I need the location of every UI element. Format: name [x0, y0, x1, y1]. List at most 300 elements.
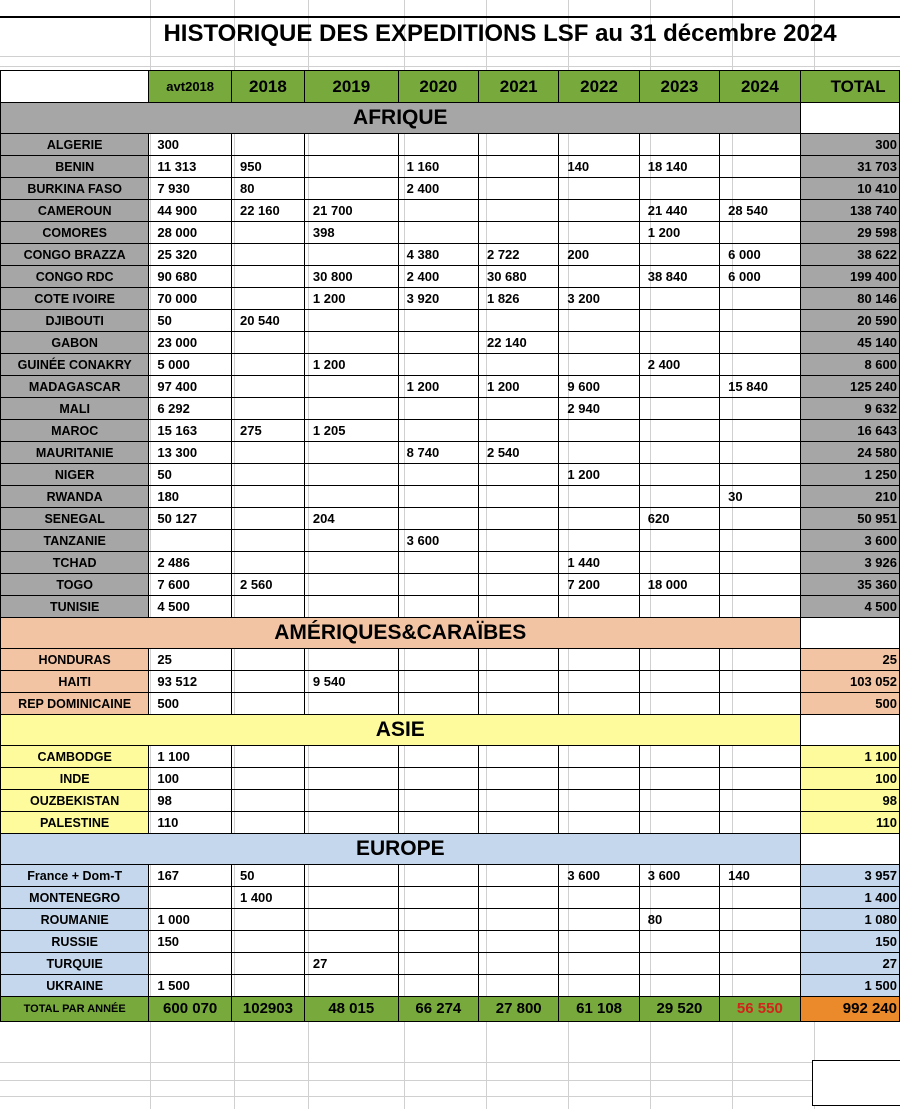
- value-cell: [478, 931, 558, 953]
- table-row: [1, 288, 900, 310]
- value-cell: [478, 596, 558, 618]
- value-cell: 2 486: [149, 552, 232, 574]
- country-cell: MAURITANIE: [1, 442, 149, 464]
- row-total-cell: 24 580: [800, 442, 899, 464]
- value-cell: [559, 596, 639, 618]
- value-cell: 7 600: [149, 574, 232, 596]
- value-cell: 50: [149, 464, 232, 486]
- value-cell: 50 127: [149, 508, 232, 530]
- value-cell: 3 600: [639, 865, 719, 887]
- value-cell: [720, 931, 800, 953]
- value-cell: [398, 332, 478, 354]
- country-cell: ROUMANIE: [1, 909, 149, 931]
- table-row: [1, 332, 900, 354]
- value-cell: [231, 266, 304, 288]
- value-cell: [231, 244, 304, 266]
- value-cell: [231, 464, 304, 486]
- value-cell: 28 000: [149, 222, 232, 244]
- row-total-cell: 25: [800, 649, 899, 671]
- value-cell: 8 740: [398, 442, 478, 464]
- value-cell: [398, 200, 478, 222]
- country-cell: CONGO BRAZZA: [1, 244, 149, 266]
- table-row: [1, 222, 900, 244]
- row-total-cell: 150: [800, 931, 899, 953]
- total-cell: 48 015: [304, 997, 398, 1022]
- value-cell: [478, 134, 558, 156]
- value-cell: [231, 332, 304, 354]
- value-cell: 28 540: [720, 200, 800, 222]
- value-cell: [720, 552, 800, 574]
- value-cell: 15 840: [720, 376, 800, 398]
- row-total-cell: 125 240: [800, 376, 899, 398]
- value-cell: [231, 975, 304, 997]
- value-cell: [639, 376, 719, 398]
- country-cell: RUSSIE: [1, 931, 149, 953]
- row-total-cell: 45 140: [800, 332, 899, 354]
- table-row: [1, 376, 900, 398]
- value-cell: [231, 508, 304, 530]
- value-cell: [478, 909, 558, 931]
- country-cell: BURKINA FASO: [1, 178, 149, 200]
- value-cell: 25 320: [149, 244, 232, 266]
- value-cell: [304, 376, 398, 398]
- country-cell: PALESTINE: [1, 812, 149, 834]
- value-cell: 1 100: [149, 746, 232, 768]
- value-cell: [559, 768, 639, 790]
- country-cell: HONDURAS: [1, 649, 149, 671]
- table-row: [1, 134, 900, 156]
- country-cell: TANZANIE: [1, 530, 149, 552]
- value-cell: [478, 200, 558, 222]
- value-cell: [398, 865, 478, 887]
- value-cell: 1 205: [304, 420, 398, 442]
- table-row: [1, 530, 900, 552]
- value-cell: [398, 354, 478, 376]
- row-total-cell: 1 080: [800, 909, 899, 931]
- value-cell: [639, 931, 719, 953]
- table-row: [1, 574, 900, 596]
- country-cell: TCHAD: [1, 552, 149, 574]
- value-cell: 27: [304, 953, 398, 975]
- value-cell: 1 826: [478, 288, 558, 310]
- header-2023: 2023: [639, 71, 719, 103]
- value-cell: [478, 486, 558, 508]
- value-cell: 9 600: [559, 376, 639, 398]
- country-cell: CONGO RDC: [1, 266, 149, 288]
- value-cell: [398, 222, 478, 244]
- value-cell: [720, 310, 800, 332]
- value-cell: [720, 420, 800, 442]
- value-cell: [559, 790, 639, 812]
- value-cell: [639, 134, 719, 156]
- value-cell: [559, 671, 639, 693]
- value-cell: [478, 178, 558, 200]
- value-cell: [398, 310, 478, 332]
- table-row: [1, 887, 900, 909]
- value-cell: 1 500: [149, 975, 232, 997]
- value-cell: [304, 332, 398, 354]
- value-cell: [398, 931, 478, 953]
- value-cell: [304, 464, 398, 486]
- section-header-asie: [1, 715, 900, 746]
- value-cell: [720, 156, 800, 178]
- value-cell: [720, 530, 800, 552]
- table-row: [1, 464, 900, 486]
- country-cell: ALGERIE: [1, 134, 149, 156]
- value-cell: [559, 200, 639, 222]
- value-cell: [559, 420, 639, 442]
- value-cell: [398, 909, 478, 931]
- table-row: [1, 931, 900, 953]
- value-cell: 2 560: [231, 574, 304, 596]
- value-cell: [231, 288, 304, 310]
- table-row: [1, 310, 900, 332]
- value-cell: [231, 953, 304, 975]
- value-cell: [720, 508, 800, 530]
- value-cell: [639, 244, 719, 266]
- section-title: AFRIQUE: [1, 103, 801, 134]
- value-cell: 11 313: [149, 156, 232, 178]
- value-cell: 2 722: [478, 244, 558, 266]
- table-row: [1, 398, 900, 420]
- value-cell: [639, 464, 719, 486]
- value-cell: [559, 310, 639, 332]
- value-cell: [720, 812, 800, 834]
- value-cell: 1 200: [639, 222, 719, 244]
- value-cell: [720, 178, 800, 200]
- value-cell: [639, 442, 719, 464]
- value-cell: 3 600: [398, 530, 478, 552]
- value-cell: [304, 552, 398, 574]
- value-cell: 110: [149, 812, 232, 834]
- value-cell: 1 200: [559, 464, 639, 486]
- value-cell: 18 000: [639, 574, 719, 596]
- value-cell: [304, 398, 398, 420]
- value-cell: [304, 244, 398, 266]
- value-cell: 3 200: [559, 288, 639, 310]
- value-cell: [559, 953, 639, 975]
- value-cell: [231, 222, 304, 244]
- value-cell: [639, 812, 719, 834]
- country-cell: UKRAINE: [1, 975, 149, 997]
- value-cell: 50: [149, 310, 232, 332]
- value-cell: [720, 398, 800, 420]
- value-cell: [559, 746, 639, 768]
- value-cell: 21 440: [639, 200, 719, 222]
- value-cell: [720, 909, 800, 931]
- section-header-afrique: [1, 103, 900, 134]
- row-total-cell: 31 703: [800, 156, 899, 178]
- row-total-cell: 138 740: [800, 200, 899, 222]
- value-cell: 23 000: [149, 332, 232, 354]
- total-cell: 27 800: [478, 997, 558, 1022]
- table-row: [1, 768, 900, 790]
- section-total-cell: [800, 715, 899, 746]
- value-cell: 1 160: [398, 156, 478, 178]
- value-cell: [304, 931, 398, 953]
- value-cell: [231, 693, 304, 715]
- value-cell: 2 400: [639, 354, 719, 376]
- value-cell: [304, 178, 398, 200]
- value-cell: [231, 134, 304, 156]
- value-cell: [231, 746, 304, 768]
- table-row: [1, 200, 900, 222]
- empty-cell-box: [812, 1060, 900, 1106]
- value-cell: [478, 530, 558, 552]
- value-cell: [231, 790, 304, 812]
- row-total-cell: 1 500: [800, 975, 899, 997]
- value-cell: 50: [231, 865, 304, 887]
- expeditions-table: [0, 70, 900, 1022]
- country-cell: France + Dom-T: [1, 865, 149, 887]
- row-total-cell: 1 100: [800, 746, 899, 768]
- section-header-europe: [1, 834, 900, 865]
- value-cell: [478, 574, 558, 596]
- value-cell: [478, 887, 558, 909]
- value-cell: [720, 596, 800, 618]
- value-cell: [231, 671, 304, 693]
- country-cell: GUINÉE CONAKRY: [1, 354, 149, 376]
- value-cell: [304, 975, 398, 997]
- value-cell: [478, 768, 558, 790]
- country-cell: MALI: [1, 398, 149, 420]
- table-row: [1, 865, 900, 887]
- value-cell: [639, 178, 719, 200]
- table-row: [1, 693, 900, 715]
- section-title: AMÉRIQUES&CARAÏBES: [1, 618, 801, 649]
- value-cell: [398, 953, 478, 975]
- value-cell: 93 512: [149, 671, 232, 693]
- country-cell: NIGER: [1, 464, 149, 486]
- country-cell: MAROC: [1, 420, 149, 442]
- value-cell: [559, 530, 639, 552]
- value-cell: 398: [304, 222, 398, 244]
- value-cell: 6 000: [720, 266, 800, 288]
- value-cell: [398, 746, 478, 768]
- value-cell: [304, 442, 398, 464]
- value-cell: [559, 442, 639, 464]
- table-row: [1, 953, 900, 975]
- value-cell: 80: [231, 178, 304, 200]
- grid-line: [0, 1080, 900, 1081]
- row-total-cell: 1 250: [800, 464, 899, 486]
- value-cell: [398, 552, 478, 574]
- value-cell: [149, 530, 232, 552]
- value-cell: [639, 790, 719, 812]
- value-cell: [639, 486, 719, 508]
- value-cell: [639, 975, 719, 997]
- value-cell: [304, 649, 398, 671]
- value-cell: [559, 178, 639, 200]
- value-cell: [231, 931, 304, 953]
- value-cell: 3 920: [398, 288, 478, 310]
- value-cell: [304, 310, 398, 332]
- value-cell: [559, 812, 639, 834]
- value-cell: [231, 768, 304, 790]
- value-cell: [398, 887, 478, 909]
- value-cell: [398, 975, 478, 997]
- value-cell: [304, 909, 398, 931]
- value-cell: [398, 420, 478, 442]
- value-cell: [639, 649, 719, 671]
- value-cell: [231, 354, 304, 376]
- value-cell: [720, 671, 800, 693]
- value-cell: [304, 887, 398, 909]
- value-cell: [559, 975, 639, 997]
- value-cell: [478, 222, 558, 244]
- row-total-cell: 20 590: [800, 310, 899, 332]
- value-cell: 1 400: [231, 887, 304, 909]
- value-cell: [639, 332, 719, 354]
- page-title: HISTORIQUE DES EXPEDITIONS LSF au 31 décembre 2024: [0, 16, 900, 48]
- value-cell: [304, 486, 398, 508]
- value-cell: 140: [720, 865, 800, 887]
- row-total-cell: 4 500: [800, 596, 899, 618]
- value-cell: [398, 768, 478, 790]
- value-cell: [720, 693, 800, 715]
- value-cell: [398, 464, 478, 486]
- value-cell: 4 500: [149, 596, 232, 618]
- value-cell: [559, 332, 639, 354]
- value-cell: 13 300: [149, 442, 232, 464]
- value-cell: 6 292: [149, 398, 232, 420]
- value-cell: 22 140: [478, 332, 558, 354]
- value-cell: [231, 909, 304, 931]
- value-cell: 300: [149, 134, 232, 156]
- value-cell: [478, 746, 558, 768]
- value-cell: 21 700: [304, 200, 398, 222]
- value-cell: 950: [231, 156, 304, 178]
- value-cell: [639, 310, 719, 332]
- country-cell: INDE: [1, 768, 149, 790]
- value-cell: [231, 552, 304, 574]
- value-cell: [304, 746, 398, 768]
- grand-total: 992 240: [800, 997, 899, 1022]
- value-cell: [639, 288, 719, 310]
- table-row: [1, 552, 900, 574]
- value-cell: [720, 332, 800, 354]
- value-cell: [720, 649, 800, 671]
- value-cell: [559, 134, 639, 156]
- total-cell: 102903: [231, 997, 304, 1022]
- row-total-cell: 3 926: [800, 552, 899, 574]
- total-cell: 66 274: [398, 997, 478, 1022]
- value-cell: [720, 746, 800, 768]
- header-2019: 2019: [304, 71, 398, 103]
- table-row: [1, 266, 900, 288]
- row-total-cell: 210: [800, 486, 899, 508]
- value-cell: [231, 596, 304, 618]
- value-cell: [398, 790, 478, 812]
- country-cell: SENEGAL: [1, 508, 149, 530]
- grid-line: [0, 66, 900, 67]
- value-cell: [304, 768, 398, 790]
- value-cell: [639, 746, 719, 768]
- country-cell: HAITI: [1, 671, 149, 693]
- table-row: [1, 244, 900, 266]
- value-cell: 9 540: [304, 671, 398, 693]
- country-cell: REP DOMINICAINE: [1, 693, 149, 715]
- value-cell: [559, 887, 639, 909]
- table-row: [1, 909, 900, 931]
- value-cell: [478, 812, 558, 834]
- row-total-cell: 16 643: [800, 420, 899, 442]
- value-cell: 1 200: [398, 376, 478, 398]
- value-cell: [231, 376, 304, 398]
- value-cell: [478, 552, 558, 574]
- table-row: [1, 178, 900, 200]
- value-cell: [720, 222, 800, 244]
- header-row: [1, 71, 900, 103]
- table-row: [1, 812, 900, 834]
- total-label: TOTAL PAR ANNÉE: [1, 997, 149, 1022]
- value-cell: [639, 693, 719, 715]
- row-total-cell: 27: [800, 953, 899, 975]
- value-cell: [398, 596, 478, 618]
- section-total-cell: [800, 618, 899, 649]
- row-total-cell: 98: [800, 790, 899, 812]
- country-cell: COTE IVOIRE: [1, 288, 149, 310]
- section-total-cell: [800, 834, 899, 865]
- value-cell: [639, 420, 719, 442]
- row-total-cell: 100: [800, 768, 899, 790]
- value-cell: [478, 398, 558, 420]
- row-total-cell: 3 957: [800, 865, 899, 887]
- value-cell: [398, 649, 478, 671]
- value-cell: [231, 649, 304, 671]
- value-cell: [720, 464, 800, 486]
- table-row: [1, 508, 900, 530]
- header-2020: 2020: [398, 71, 478, 103]
- value-cell: 98: [149, 790, 232, 812]
- header-2021: 2021: [478, 71, 558, 103]
- section-header-ameriques: [1, 618, 900, 649]
- header-total: TOTAL: [800, 71, 899, 103]
- value-cell: 1 200: [304, 288, 398, 310]
- value-cell: 4 380: [398, 244, 478, 266]
- value-cell: [559, 486, 639, 508]
- value-cell: [720, 768, 800, 790]
- section-title: ASIE: [1, 715, 801, 746]
- header-empty-cell: [1, 71, 149, 103]
- value-cell: 5 000: [149, 354, 232, 376]
- row-total-cell: 3 600: [800, 530, 899, 552]
- country-cell: TURQUIE: [1, 953, 149, 975]
- total-cell-2024: 56 550: [720, 997, 800, 1022]
- value-cell: [478, 671, 558, 693]
- value-cell: [478, 693, 558, 715]
- country-cell: MONTENEGRO: [1, 887, 149, 909]
- value-cell: [720, 790, 800, 812]
- value-cell: [720, 975, 800, 997]
- value-cell: 80: [639, 909, 719, 931]
- table-row: [1, 156, 900, 178]
- grid-line: [0, 56, 900, 57]
- value-cell: [559, 931, 639, 953]
- country-cell: BENIN: [1, 156, 149, 178]
- value-cell: 1 000: [149, 909, 232, 931]
- value-cell: 275: [231, 420, 304, 442]
- value-cell: [304, 790, 398, 812]
- table-row: [1, 442, 900, 464]
- value-cell: [559, 909, 639, 931]
- grid-line: [0, 1062, 900, 1063]
- value-cell: 180: [149, 486, 232, 508]
- value-cell: [398, 671, 478, 693]
- value-cell: [478, 953, 558, 975]
- value-cell: 1 200: [478, 376, 558, 398]
- value-cell: [639, 398, 719, 420]
